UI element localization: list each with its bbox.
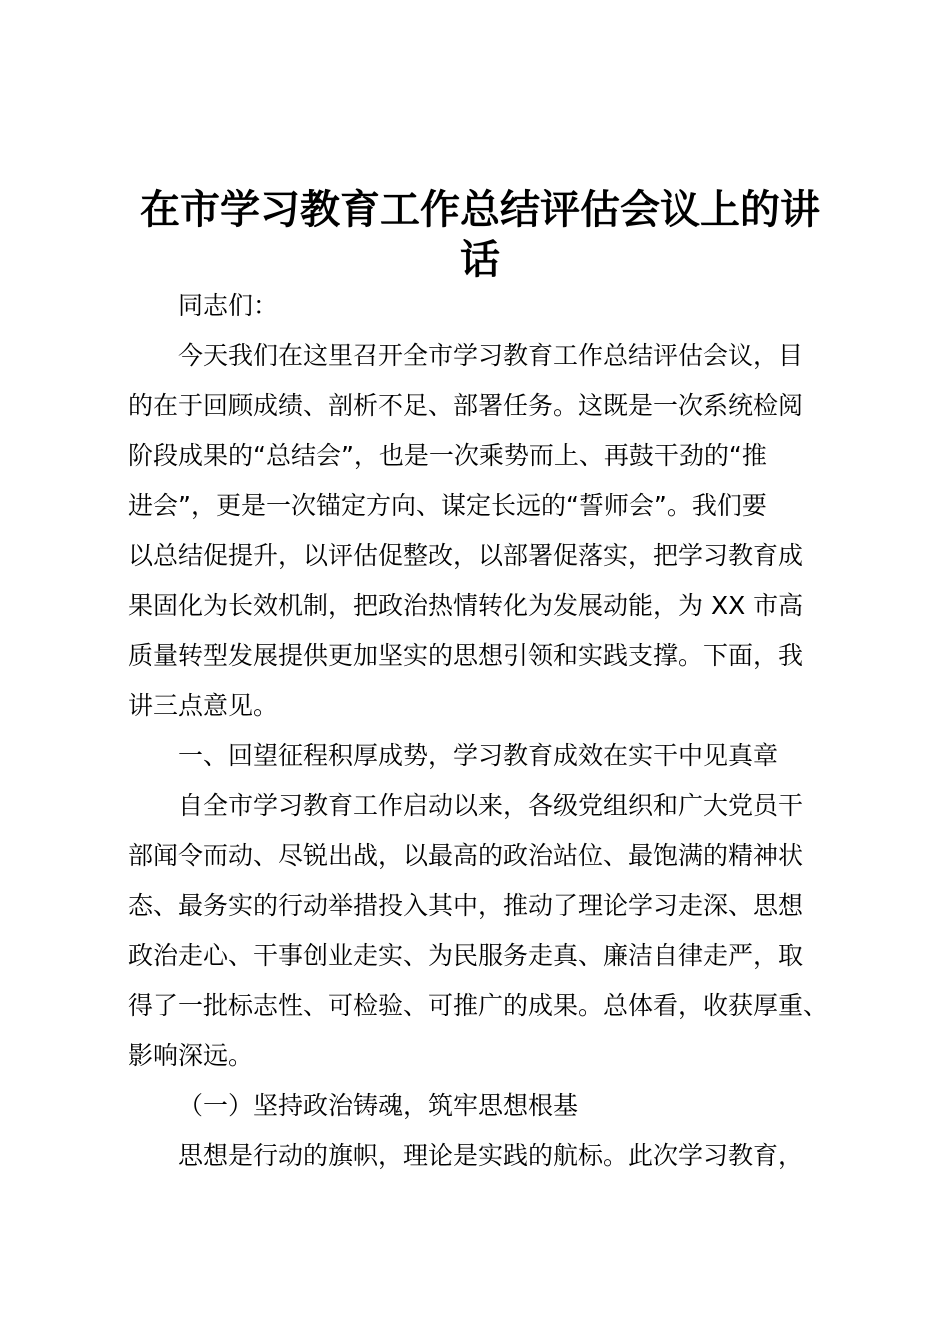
section-1-heading: 一、回望征程积厚成势，学习教育成效在实干中见真章: [178, 741, 779, 770]
document-title-line-2: 话: [460, 237, 500, 283]
salutation: 同志们：: [178, 291, 279, 320]
paragraph-1-line: 果固化为长效机制，把政治热情转化为发展动能，为 XX 市高: [128, 591, 804, 620]
paragraph-1-line: 质量转型发展提供更加坚实的思想引领和实践支撑。下面，我: [128, 641, 804, 670]
paragraph-2-line: 态、最务实的行动举措投入其中，推动了理论学习走深、思想: [128, 891, 804, 920]
paragraph-2-line: 部闻令而动、尽锐出战，以最高的政治站位、最饱满的精神状: [128, 841, 804, 870]
paragraph-2-line: 政治走心、干事创业走实、为民服务走真、廉洁自律走严，取: [128, 941, 804, 970]
paragraph-1-line: 的在于回顾成绩、剖析不足、部署任务。这既是一次系统检阅: [128, 391, 804, 420]
paragraph-2-line: 得了一批标志性、可检验、可推广的成果。总体看，收获厚重、: [128, 991, 829, 1020]
paragraph-3-line: 思想是行动的旗帜，理论是实践的航标。此次学习教育，: [178, 1141, 804, 1170]
paragraph-2-line: 影响深远。: [128, 1041, 254, 1070]
paragraph-1-line: 以总结促提升，以评估促整改，以部署促落实，把学习教育成: [128, 541, 804, 570]
paragraph-1-line: 今天我们在这里召开全市学习教育工作总结评估会议，目: [178, 341, 804, 370]
paragraph-1-line: 阶段成果的“总结会”，也是一次乘势而上、再鼓干劲的“推: [128, 441, 767, 470]
paragraph-1-line: 进会”，更是一次锚定方向、谋定长远的“誓师会”。我们要: [128, 491, 767, 520]
paragraph-2-line: 自全市学习教育工作启动以来，各级党组织和广大党员干: [178, 791, 804, 820]
subsection-1-heading: （一）坚持政治铸魂，筑牢思想根基: [178, 1091, 579, 1120]
document-title-line-1: 在市学习教育工作总结评估会议上的讲: [140, 187, 820, 233]
paragraph-1-line: 讲三点意见。: [128, 691, 279, 720]
